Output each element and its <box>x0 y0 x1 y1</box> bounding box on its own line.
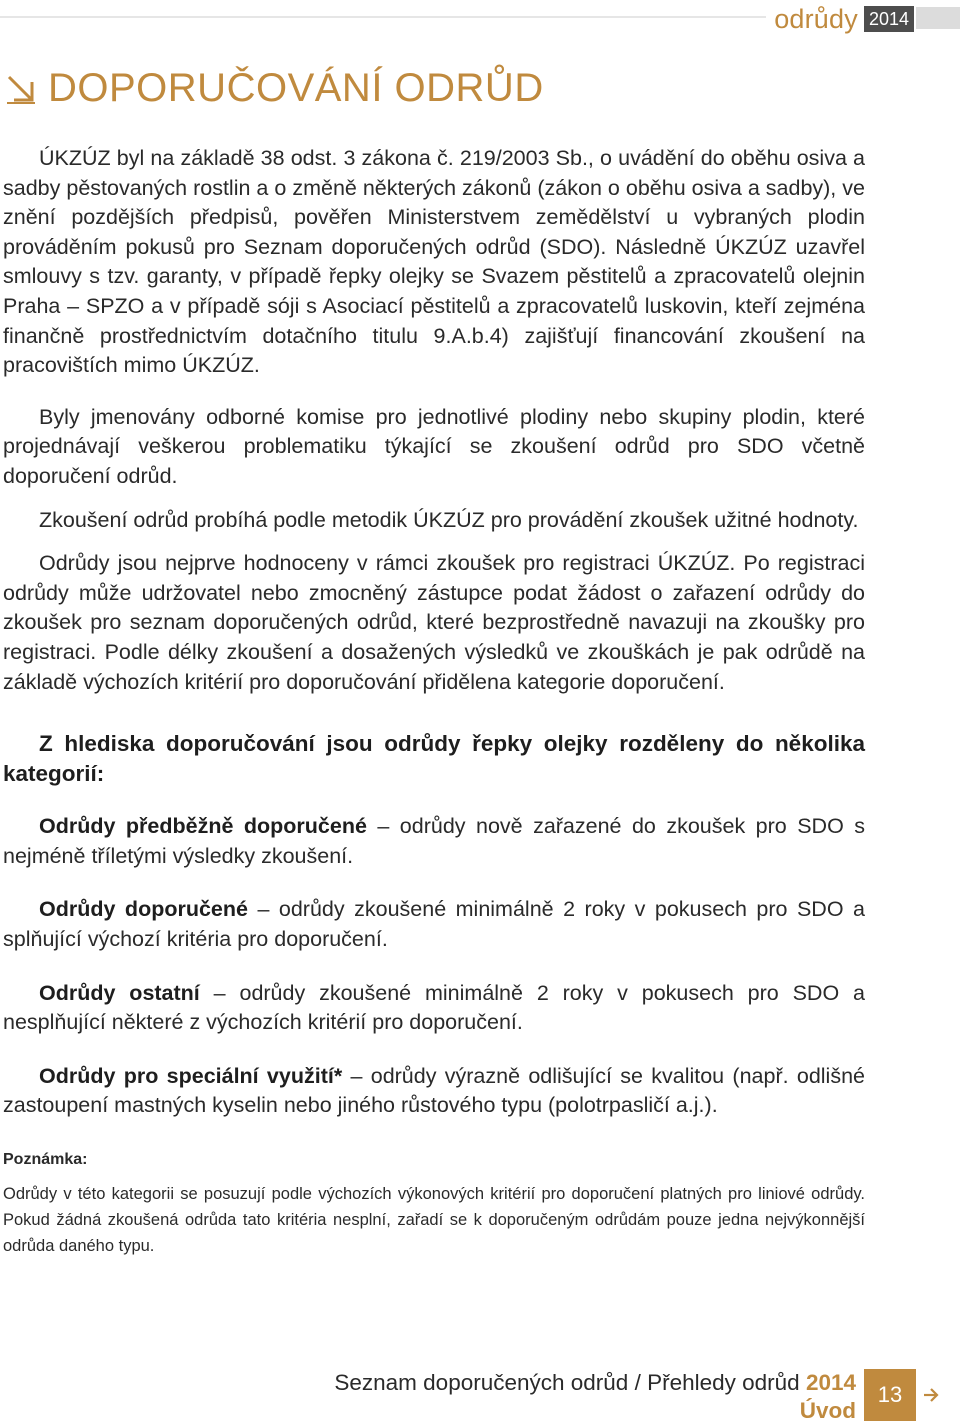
categories-heading: Z hlediska doporučování jsou odrůdy řepky olejky rozděleny do několika kategorií: <box>3 731 865 786</box>
category-item <box>3 895 865 954</box>
footer-year: 2014 <box>805 1370 856 1395</box>
category-item <box>3 812 865 871</box>
page-footer <box>0 1364 960 1427</box>
page-number: 13 <box>864 1369 916 1421</box>
header-brand <box>766 0 914 38</box>
title-row <box>4 66 544 111</box>
category-desc: – odrůdy zkoušené minimálně 2 roky v pokusech pro SDO a splňující výchozí kritéria pro doporučení. <box>3 897 865 952</box>
arrow-down-right-icon <box>4 72 38 106</box>
category-name: Odrůdy pro speciální využití* <box>39 1063 343 1088</box>
header-rule <box>0 16 898 18</box>
header-end-bar <box>916 7 960 29</box>
paragraph-intro: ÚKZÚZ byl na základě 38 odst. 3 zákona č. 219/2003 Sb., o uvádění do oběhu osiva a sadby pěstovaných rostlin a o změně některých zákonů (zákon o oběhu osiva a sadby), ve znění pozdějších předpisů, pověřen Ministerstvem zemědělství u vybraných plodin prováděním pokusů pro Seznam doporučených odrůd (SDO). Následně ÚKZÚZ uzavřel smlouvy s tzv. garanty, v případě řepky olejky se Svazem pěstitelů a zpracovatelů olejnin Praha – SPZO a v případě sóji s Asociací pěstitelů a zpracovatelů luskovin, kteří zejména finančně prostřednictvím dotačního titulu 9.A.b.4) zajišťují financování zkoušení na pracovištích mimo ÚKZÚZ. <box>3 146 865 378</box>
footer-title <box>334 1370 856 1396</box>
main-content <box>3 144 865 1259</box>
arrow-right-icon[interactable] <box>922 1386 940 1404</box>
brand-year: 2014 <box>864 6 914 32</box>
page-header <box>0 0 960 38</box>
paragraph-methodology: Zkoušení odrůd probíhá podle metodik ÚKZÚZ pro provádění zkoušek užitné hodnoty. <box>39 507 859 532</box>
category-desc: – odrůdy nově zařazené do zkoušek pro SDO s nejméně tříletými výsledky zkoušení. <box>3 814 865 868</box>
category-name: Odrůdy ostatní <box>39 980 200 1005</box>
paragraph-registration: Odrůdy jsou nejprve hodnoceny v rámci zkoušek pro registraci ÚKZÚZ. Po registraci odrůdy může udržovatel nebo zmocněný zástupce podat žádost o zařazení odrůdy do zkoušek pro seznam doporučených odrůd, které bezprostředně navazuji na zkoušky pro registraci. Podle délky zkoušení a dosažených výsledků ve zkouškách je pak odrůdě na základě výchozích kritérií pro doporučování přidělena kategorie doporučení. <box>3 551 865 694</box>
footer-publication: Seznam doporučených odrůd / Přehledy odrůd <box>334 1370 800 1395</box>
footer-section: Úvod <box>799 1398 856 1423</box>
category-item <box>3 979 865 1038</box>
note-text: Odrůdy v této kategorii se posuzují podle výchozích výkonových kritérií pro doporučení platných pro liniové odrůdy. Pokud žádná zkoušená odrůda tato kritéria nesplní, zařadí se k doporučeným odrůdám pouze jedna nejvýkonnější odrůda daného typu. <box>3 1185 865 1256</box>
category-name: Odrůdy doporučené <box>39 897 248 922</box>
paragraph-committees: Byly jmenovány odborné komise pro jednotlivé plodiny nebo skupiny plodin, které projednávají veškerou problematiku týkající se zkoušení odrůd pro SDO včetně doporučení odrůd. <box>3 404 865 488</box>
category-desc: – odrůdy výrazně odlišující se kvalitou (např. odlišné zastoupení mastných kyselin nebo jiného růstového typu (polotrpasličí a.j.). <box>3 1063 865 1118</box>
note-title: Poznámka: <box>3 1151 88 1169</box>
category-name: Odrůdy předběžně doporučené <box>39 814 367 839</box>
category-item <box>3 1062 865 1121</box>
page-title: DOPORUČOVÁNÍ ODRŮD <box>48 66 544 110</box>
category-desc: – odrůdy zkoušené minimálně 2 roky v pokusech pro SDO a nesplňující některé z výchozích kritérií pro doporučení. <box>3 980 865 1035</box>
brand-name: odrůdy <box>774 3 858 34</box>
